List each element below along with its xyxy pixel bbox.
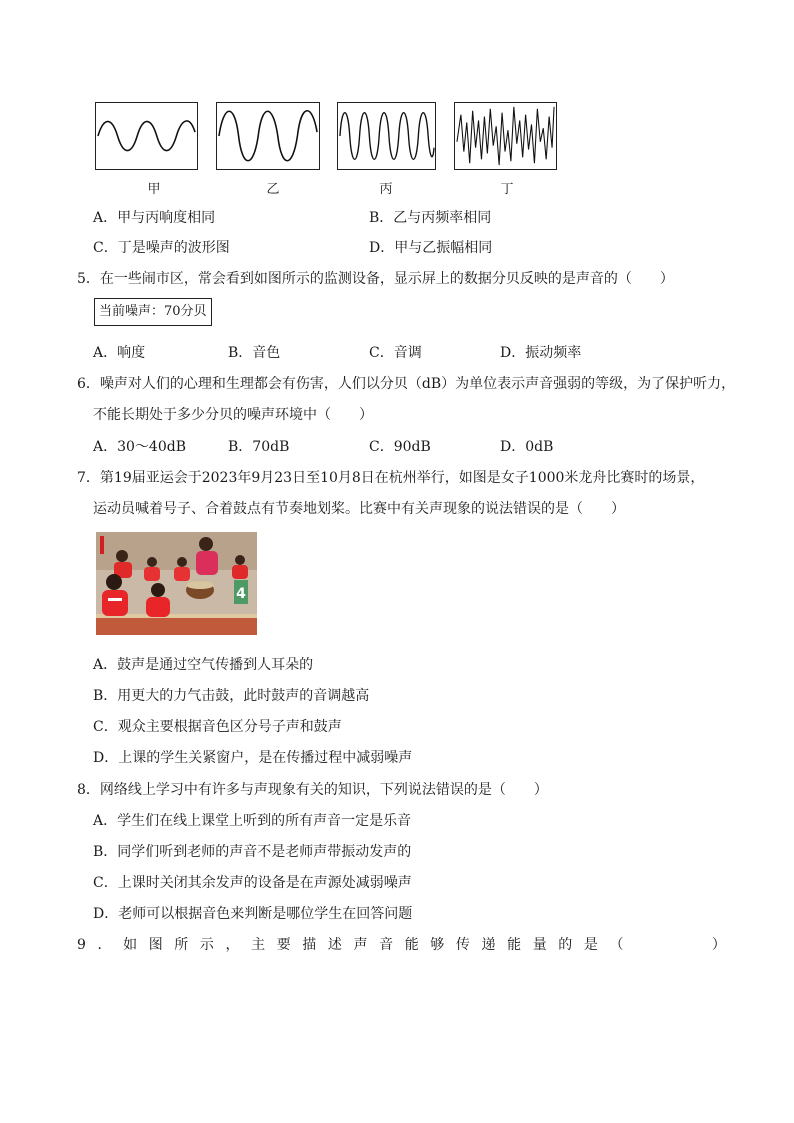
q4-option-b[interactable]: B．乙与丙频率相同	[369, 210, 492, 226]
q7-option-b[interactable]: B．用更大的力气击鼓，此时鼓声的音调越高	[93, 688, 370, 704]
boat-number-text: 4	[236, 586, 246, 602]
q7-stem-line2: 运动员喊着号子、合着鼓点有节奏地划桨。比赛中有关声现象的说法错误的是（ ）	[93, 501, 625, 517]
q5-option-d[interactable]: D．振动频率	[500, 345, 582, 361]
dragon-boat-photo	[96, 532, 257, 635]
noise-meter-display: 当前噪声：70分贝	[94, 298, 212, 326]
q4-option-d[interactable]: D．甲与乙振幅相同	[369, 240, 493, 256]
q8-option-a[interactable]: A．学生们在线上课堂上听到的所有声音一定是乐音	[93, 813, 412, 829]
waveform-jia	[95, 102, 198, 170]
waveform-jia-label: 甲	[147, 182, 161, 197]
q5-option-a[interactable]: A．响度	[93, 345, 146, 361]
q7-stem-line1: 7．第19届亚运会于2023年9月23日至10月8日在杭州举行，如图是女子1000米龙舟比赛时的场景，	[77, 470, 705, 486]
q6-option-d[interactable]: D．0dB	[500, 439, 554, 455]
q4-option-a[interactable]: A．甲与丙响度相同	[93, 210, 216, 226]
q9-stem: 9．如图所示，主要描述声音能够传递能量的是（ ）	[77, 937, 738, 953]
waveform-ding-label: 丁	[500, 182, 514, 197]
q5-stem: 5．在一些闹市区，常会看到如图所示的监测设备，显示屏上的数据分贝反映的是声音的（ ）	[77, 271, 674, 287]
waveform-bing-label: 丙	[379, 182, 393, 197]
waveform-ding	[454, 102, 557, 170]
q6-stem-line2: 不能长期处于多少分贝的噪声环境中（ ）	[93, 407, 373, 423]
waveform-yi	[216, 102, 320, 170]
q7-option-d[interactable]: D．上课的学生关紧窗户，是在传播过程中减弱噪声	[93, 750, 413, 766]
q4-option-c[interactable]: C．丁是噪声的波形图	[93, 240, 230, 256]
q6-option-c[interactable]: C．90dB	[369, 439, 431, 455]
q8-stem: 8．网络线上学习中有许多与声现象有关的知识，下列说法错误的是（ ）	[77, 782, 548, 798]
q6-option-a[interactable]: A．30～40dB	[93, 439, 186, 455]
q7-option-a[interactable]: A．鼓声是通过空气传播到人耳朵的	[93, 657, 314, 673]
q5-option-b[interactable]: B．音色	[228, 345, 281, 361]
q5-option-c[interactable]: C．音调	[369, 345, 422, 361]
q6-option-b[interactable]: B．70dB	[228, 439, 290, 455]
q6-stem-line1: 6．噪声对人们的心理和生理都会有伤害，人们以分贝（dB）为单位表示声音强弱的等级，为了保护听力，	[77, 376, 736, 392]
waveform-bing	[337, 102, 436, 170]
q7-option-c[interactable]: C．观众主要根据音色区分号子声和鼓声	[93, 719, 342, 735]
q8-option-d[interactable]: D．老师可以根据音色来判断是哪位学生在回答问题	[93, 906, 413, 922]
q8-option-b[interactable]: B．同学们听到老师的声音不是老师声带振动发声的	[93, 844, 412, 860]
q8-option-c[interactable]: C．上课时关闭其余发声的设备是在声源处减弱噪声	[93, 875, 412, 891]
waveform-yi-label: 乙	[266, 182, 280, 197]
